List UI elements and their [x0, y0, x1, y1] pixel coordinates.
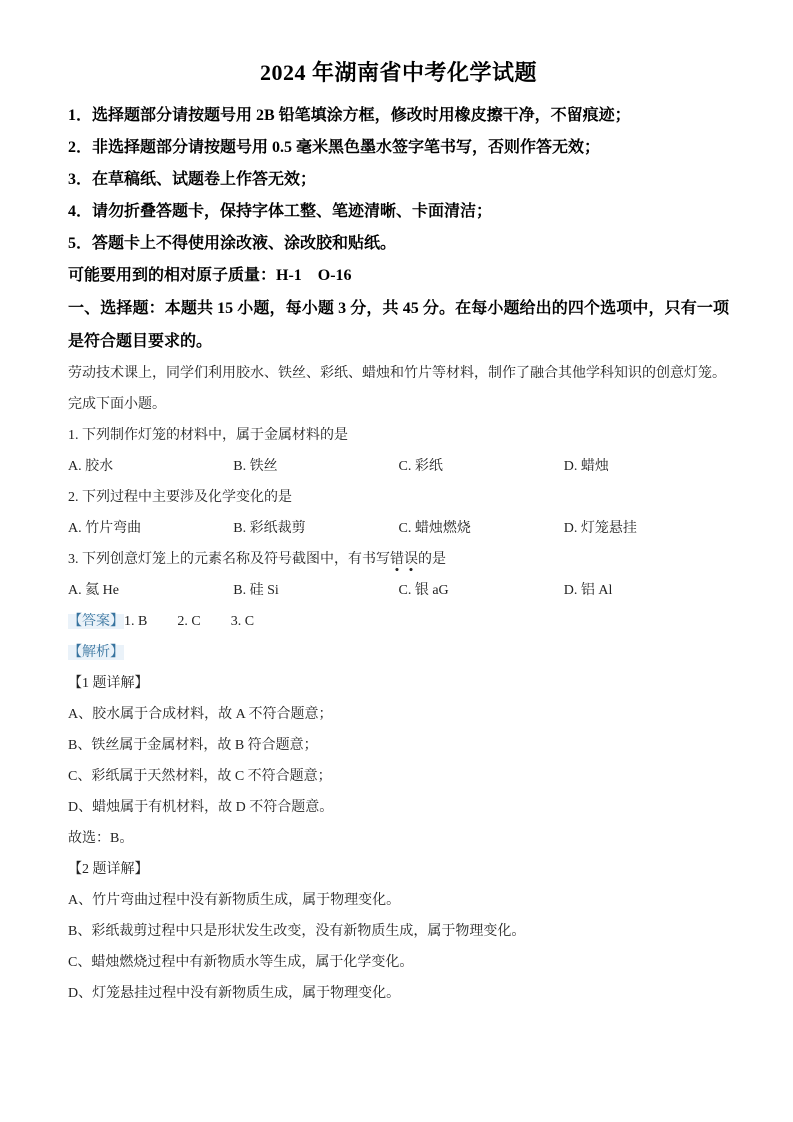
- question-2-option-b: B. 彩纸裁剪: [233, 521, 306, 536]
- explanation-1-line-b: B、铁丝属于金属材料，故 B 符合题意；: [68, 738, 318, 753]
- question-3-stem-post: 的是: [418, 552, 446, 567]
- explanation-2-line-b: B、彩纸裁剪过程中只是形状发生改变，没有新物质生成，属于物理变化。: [68, 924, 526, 939]
- notice-line-2: 2．非选择题部分请按题号用 0.5 毫米黑色墨水签字笔书写，否则作答无效；: [68, 139, 601, 156]
- answer-item-2: 2. C: [177, 614, 201, 629]
- analysis-label: 【解析】: [68, 645, 124, 660]
- question-1-stem: 1. 下列制作灯笼的材料中，属于金属材料的是: [68, 428, 348, 443]
- explanation-1-line-a: A、胶水属于合成材料，故 A 不符合题意；: [68, 707, 333, 722]
- notice-line-4: 4．请勿折叠答题卡，保持字体工整、笔迹清晰、卡面清洁；: [68, 203, 493, 220]
- question-3-stem-pre: 3. 下列创意灯笼上的元素名称及符号截图中，有书写: [68, 552, 390, 567]
- exam-notices: [68, 100, 729, 260]
- question-1-option-c: C. 彩纸: [398, 459, 443, 474]
- explanation-1-line-c: C、彩纸属于天然材料，故 C 不符合题意；: [68, 769, 332, 784]
- notice-line-1: 1．选择题部分请按题号用 2B 铅笔填涂方框，修改时用橡皮擦干净，不留痕迹；: [68, 107, 631, 124]
- atomic-mass-note: 可能要用到的相对原子质量：H-1 O-16: [68, 267, 352, 284]
- answer-item-3: 3. C: [230, 614, 255, 629]
- question-1-option-a: A. 胶水: [68, 459, 114, 474]
- question-3-option-a: A. 氦 He: [68, 583, 119, 598]
- explanation-question-2: [68, 854, 729, 1009]
- question-1-option-b: B. 铁丝: [233, 459, 278, 474]
- question-3-options: [68, 575, 729, 606]
- question-3-option-b: B. 硅 Si: [233, 583, 279, 598]
- explanation-2-line-c: C、蜡烛燃烧过程中有新物质水等生成，属于化学变化。: [68, 955, 414, 970]
- question-3-stem: [68, 544, 729, 575]
- explanation-1-conclusion: 故选：B。: [68, 831, 134, 846]
- question-3-stem-emphasis: 错误: [390, 552, 418, 572]
- explanation-question-1: [68, 668, 729, 854]
- question-3-option-d: D. 铝 Al: [563, 583, 613, 598]
- question-2-stem: 2. 下列过程中主要涉及化学变化的是: [68, 490, 292, 505]
- page-title: 2024 年湖南省中考化学试题: [259, 60, 537, 85]
- explanation-2-line-d: D、灯笼悬挂过程中没有新物质生成，属于物理变化。: [68, 986, 401, 1001]
- question-1-option-d: D. 蜡烛: [563, 459, 609, 474]
- answer-line: [68, 606, 729, 637]
- notice-line-3: 3．在草稿纸、试题卷上作答无效；: [68, 171, 317, 188]
- question-2-options: [68, 513, 729, 544]
- answer-label: 【答案】: [68, 614, 124, 629]
- explanation-1-line-d: D、蜡烛属于有机材料，故 D 不符合题意。: [68, 800, 334, 815]
- question-2-option-d: D. 灯笼悬挂: [563, 521, 637, 536]
- section-heading: 一、选择题：本题共 15 小题，每小题 3 分，共 45 分。在每小题给出的四个选项中，只有一项是符合题目要求的。: [68, 300, 729, 350]
- explanation-2-line-a: A、竹片弯曲过程中没有新物质生成，属于物理变化。: [68, 893, 401, 908]
- stimulus-text-2: 完成下面小题。: [68, 397, 166, 412]
- stimulus-text: 劳动技术课上，同学们利用胶水、铁丝、彩纸、蜡烛和竹片等材料，制作了融合其他学科知识的创意灯笼。: [68, 366, 726, 381]
- question-2-option-a: A. 竹片弯曲: [68, 521, 142, 536]
- explanation-2-heading: 【2 题详解】: [68, 862, 149, 877]
- answer-item-1: 1. B: [124, 614, 148, 629]
- question-1-options: [68, 451, 729, 482]
- explanation-1-heading: 【1 题详解】: [68, 676, 149, 691]
- analysis-line: [68, 637, 729, 668]
- question-3-option-c: C. 银 aG: [398, 583, 449, 598]
- question-2-option-c: C. 蜡烛燃烧: [398, 521, 471, 536]
- notice-line-5: 5．答题卡上不得使用涂改液、涂改胶和贴纸。: [68, 235, 397, 252]
